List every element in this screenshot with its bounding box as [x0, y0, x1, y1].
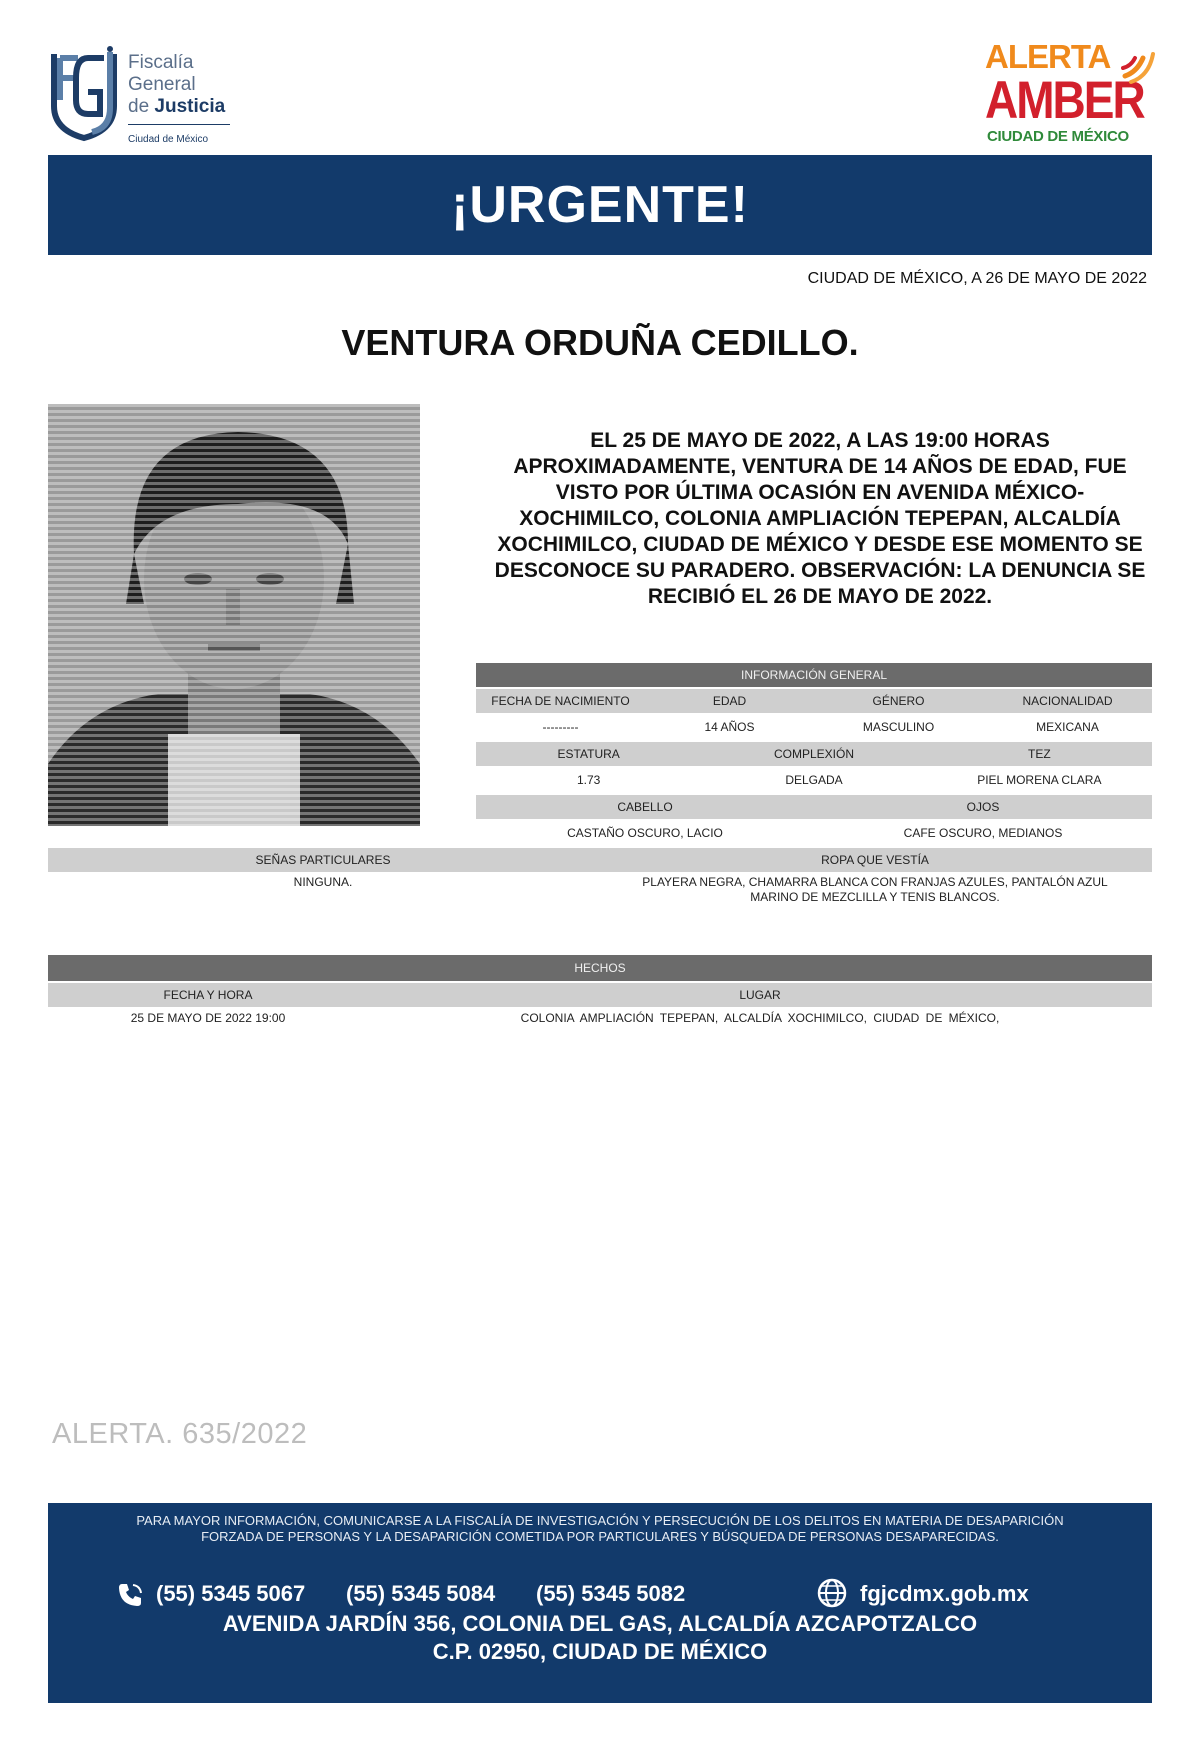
value-senas-particulares: NINGUNA.	[293, 875, 353, 889]
phone-1[interactable]: (55) 5345 5067	[156, 1581, 306, 1606]
case-description: EL 25 DE MAYO DE 2022, A LAS 19:00 HORAS APROXIMADAMENTE, VENTURA DE 14 AÑOS DE EDAD, FUE VISTO POR ÚLTIMA OCASIÓN EN AVENIDA MÉXICO-XOCHIMILCO, COLONIA AMPLIACIÓN TEPEPAN, ALCALDÍA XOCHIMILCO, CIUDAD DE MÉXICO Y DESDE ESE MOMENTO SE DESCONOCE SU PARADERO. OBSERVACIÓN: LA DENUNCIA SE RECIBIÓ EL 26 DE MAYO DE 2022.	[494, 429, 1146, 608]
info-row1-labels	[476, 689, 1152, 713]
footer-address-line1: AVENIDA JARDÍN 356, COLONIA DEL GAS, ALCALDÍA AZCAPOTZALCO	[222, 1611, 978, 1636]
value-cabello: CASTAÑO OSCURO, LACIO	[567, 826, 723, 840]
phone-icon	[116, 1581, 144, 1609]
footer-info-line1: PARA MAYOR INFORMACIÓN, COMUNICARSE A LA FISCALÍA DE INVESTIGACIÓN Y PERSECUCIÓN DE LOS DELITOS EN MATERIA DE DESAPARICIÓN	[136, 1513, 1064, 1528]
label-cabello: CABELLO	[617, 800, 673, 814]
label-ojos: OJOS	[966, 800, 1000, 814]
info-row2-labels	[476, 742, 1152, 766]
footer-info-text	[78, 1513, 1122, 1545]
label-fecha-hora: FECHA Y HORA	[163, 988, 253, 1002]
alerta-amber-logo	[985, 40, 1155, 148]
fgj-line3-bold: Justicia	[154, 96, 226, 117]
info-heading: INFORMACIÓN GENERAL	[476, 663, 1152, 687]
label-fecha-nacimiento: FECHA DE NACIMIENTO	[491, 694, 630, 708]
value-nacionalidad: MEXICANA	[1036, 720, 1099, 734]
value-tez: PIEL MORENA CLARA	[977, 773, 1102, 787]
fgj-line2: General	[128, 74, 196, 95]
fgj-emblem-icon	[48, 44, 128, 144]
value-ropa-line2: MARINO DE MEZCLILLA Y TENIS BLANCOS.	[750, 890, 1000, 904]
value-lugar: COLONIA AMPLIACIÓN TEPEPAN, ALCALDÍA XOCHIMILCO, CIUDAD DE MÉXICO,	[520, 1011, 1000, 1025]
label-tez: TEZ	[1027, 747, 1051, 761]
fgj-line3	[128, 96, 268, 118]
urgent-title: ¡URGENTE!	[451, 176, 749, 234]
footer-address-line2: C.P. 02950, CIUDAD DE MÉXICO	[432, 1639, 768, 1664]
fgj-wordmark	[128, 52, 268, 151]
footer-contact-panel	[48, 1503, 1152, 1703]
info-row3-labels	[476, 795, 1152, 819]
globe-icon	[816, 1577, 848, 1609]
hechos-labels-row	[48, 983, 1152, 1007]
value-fecha-nacimiento: ---------	[542, 720, 579, 734]
features-labels-row	[48, 848, 1152, 872]
phone-3[interactable]: (55) 5345 5082	[536, 1581, 686, 1606]
signal-waves-icon	[1121, 46, 1157, 86]
value-estatura: 1.73	[576, 773, 601, 787]
label-estatura: ESTATURA	[557, 747, 620, 761]
amber-line2: AMBER	[985, 69, 1144, 130]
info-row3-values	[476, 821, 1152, 845]
value-edad: 14 AÑOS	[704, 720, 755, 734]
value-complexion: DELGADA	[785, 773, 843, 787]
value-ropa	[598, 875, 1152, 905]
label-lugar: LUGAR	[739, 988, 781, 1002]
fgj-line1: Fiscalía	[128, 52, 194, 73]
fgj-subtitle: Ciudad de México	[128, 124, 230, 151]
amber-line3: CIUDAD DE MÉXICO	[987, 128, 1129, 145]
urgent-banner	[48, 155, 1152, 255]
value-ojos: CAFE OSCURO, MEDIANOS	[903, 826, 1063, 840]
hechos-heading: HECHOS	[48, 955, 1152, 981]
website-link[interactable]: fgjcdmx.gob.mx	[860, 1581, 1029, 1606]
alert-number: ALERTA. 635/2022	[52, 1418, 308, 1450]
date-line: CIUDAD DE MÉXICO, A 26 DE MAYO DE 2022	[807, 270, 1147, 287]
footer-info-line2: FORZADA DE PERSONAS Y LA DESAPARICIÓN COMETIDA POR PARTICULARES Y BÚSQUEDA DE PERSONAS DESAPARECIDAS.	[201, 1529, 999, 1544]
label-nacionalidad: NACIONALIDAD	[1022, 694, 1113, 708]
value-ropa-line1: PLAYERA NEGRA, CHAMARRA BLANCA CON FRANJAS AZULES, PANTALÓN AZUL	[642, 875, 1108, 889]
person-name: VENTURA ORDUÑA CEDILLO.	[341, 322, 859, 363]
amber-line1: ALERTA	[985, 38, 1111, 75]
info-row2-values	[476, 768, 1152, 792]
phone-2[interactable]: (55) 5345 5084	[346, 1581, 496, 1606]
value-fecha-hora: 25 DE MAYO DE 2022 19:00	[130, 1011, 286, 1025]
footer-contact-row	[48, 1581, 1152, 1613]
label-senas-particulares: SEÑAS PARTICULARES	[255, 853, 391, 867]
value-genero: MASCULINO	[862, 720, 935, 734]
portrait-image	[48, 404, 420, 826]
label-genero: GÉNERO	[872, 694, 925, 708]
label-ropa: ROPA QUE VESTÍA	[821, 853, 929, 867]
missing-person-photo	[48, 404, 420, 826]
fgj-line3-prefix: de	[128, 96, 150, 117]
info-row1-values	[476, 715, 1152, 739]
label-edad: EDAD	[712, 694, 747, 708]
label-complexion: COMPLEXIÓN	[773, 747, 854, 761]
